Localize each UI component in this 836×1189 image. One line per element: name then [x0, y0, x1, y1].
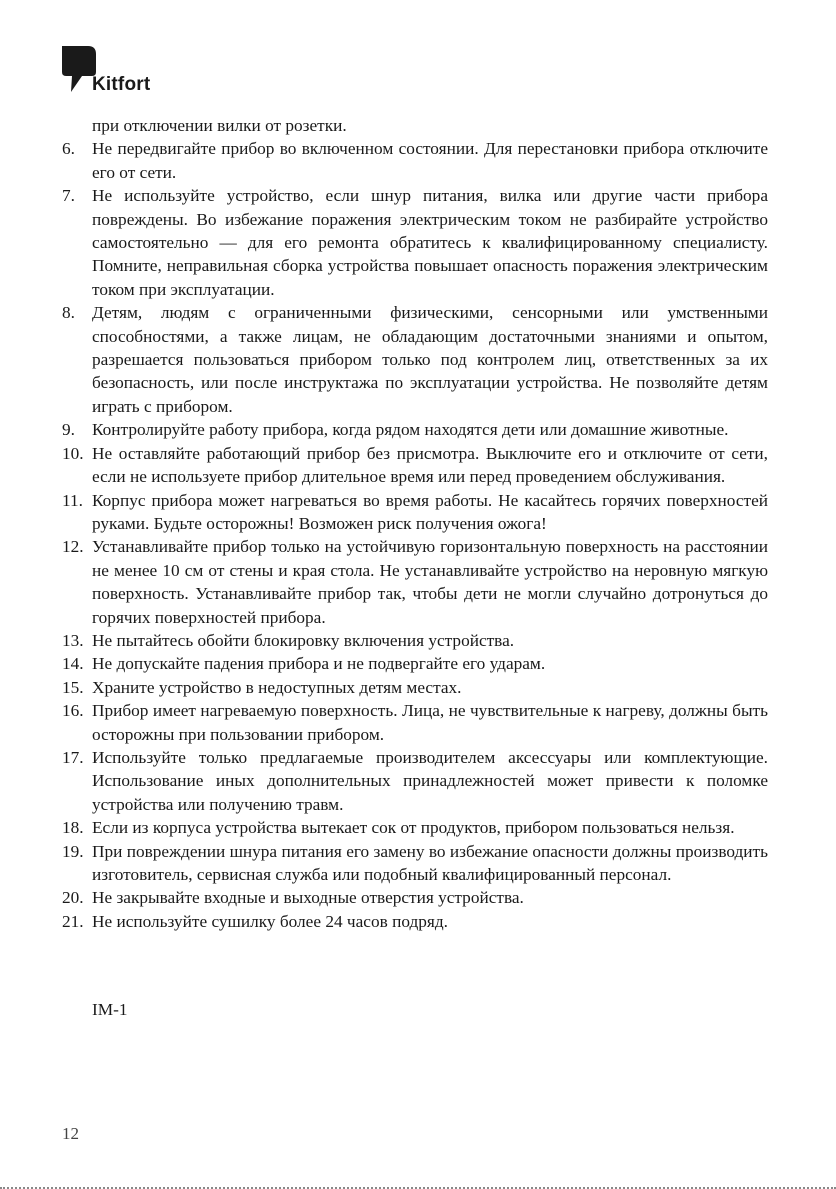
im-code: IM-1 [92, 1000, 128, 1019]
brand-name: Kitfort [92, 74, 151, 95]
item-number: 18. [62, 818, 84, 838]
item-number: 20. [62, 888, 84, 908]
list-item [62, 886, 768, 909]
list-item [62, 840, 768, 887]
item-number: 7. [62, 186, 75, 206]
item-number: 11. [62, 490, 83, 510]
item-text: Прибор имеет нагреваемую поверхность. Лица, не чувствительные к нагреву, должны быть осторожны при пользовании прибором. [92, 701, 768, 744]
list-item [62, 816, 768, 839]
item-text: Не передвигайте прибор во включенном состоянии. Для перестановки прибора отключите его от сети. [92, 139, 768, 182]
item-number: 12. [62, 537, 84, 557]
list-item [62, 137, 768, 184]
item-text: Не пытайтесь обойти блокировку включения устройства. [92, 630, 515, 650]
item-number: 16. [62, 701, 84, 721]
safety-list [62, 137, 768, 933]
list-item [62, 301, 768, 418]
item-text: Не используйте устройство, если шнур питания, вилка или другие части прибора повреждены. Во избежание поражения электрическим током не разбирайте устройство самостоятельно — для его ремонта обратитесь к квалифицированному специалисту. Помните, неправильная сборка устройства повышает опасность поражения электрическим током при эксплуатации. [92, 186, 768, 299]
list-item [62, 418, 768, 441]
page-number: 12 [62, 1124, 79, 1143]
item-text: Устанавливайте прибор только на устойчивую горизонтальную поверхность на расстоянии не менее 10 см от стены и края стола. Не устанавливайте устройство на неровную мягкую поверхность. Устанавливайте прибор так, чтобы дети не могли случайно дотронуться до горячих поверхностей прибора. [92, 537, 768, 627]
item-text: Используйте только предлагаемые производителем аксессуары или комплектующие. Использование иных дополнительных принадлежностей может привести к поломке устройства или получению травм. [92, 747, 768, 814]
list-item [62, 535, 768, 629]
item-number: 10. [62, 443, 84, 463]
item-text: Не оставляйте работающий прибор без присмотра. Выключите его и отключите от сети, если не используете прибор длительное время или перед проведением обслуживания. [92, 443, 768, 487]
item-number: 9. [62, 420, 75, 440]
brand-logo [62, 46, 172, 102]
item-number: 19. [62, 841, 84, 861]
list-item [62, 699, 768, 746]
list-item [62, 746, 768, 816]
item-text: При повреждении шнура питания его замену во избежание опасности должны производить изготовитель, сервисная служба или подобный квалифицированный персонал. [92, 841, 768, 884]
item-number: 17. [62, 747, 84, 767]
list-item [62, 676, 768, 699]
item-number: 14. [62, 654, 84, 674]
item-text: Не используйте сушилку более 24 часов подряд. [92, 911, 448, 931]
item-text: Храните устройство в недоступных детям местах. [92, 677, 462, 697]
item-number: 15. [62, 677, 84, 697]
item-text: Если из корпуса устройства вытекает сок от продуктов, прибором пользоваться нельзя. [92, 818, 735, 838]
list-item [62, 442, 768, 489]
instructions-text [62, 114, 768, 933]
item-number: 6. [62, 139, 75, 159]
item-text: Корпус прибора может нагреваться во время работы. Не касайтесь горячих поверхностей руками. Будьте осторожны! Возможен риск получения ожога! [92, 490, 768, 533]
item-text: Не допускайте падения прибора и не подвергайте его ударам. [92, 654, 546, 674]
item-number: 21. [62, 911, 84, 931]
item-text: Не закрывайте входные и выходные отверстия устройства. [92, 888, 524, 908]
list-item [62, 910, 768, 933]
list-item [62, 489, 768, 536]
continuation-text: при отключении вилки от розетки. [92, 116, 347, 135]
item-text: Детям, людям с ограниченными физическими, сенсорными или умственными способностями, а также лицам, не обладающим достаточными знаниями и опытом, разрешается пользоваться прибором только под контролем лиц, ответственных за их безопасность, или после инструктажа по эксплуатации устройства. Не позволяйте детям играть с прибором. [92, 303, 768, 416]
item-number: 13. [62, 630, 84, 650]
item-text: Контролируйте работу прибора, когда рядом находятся дети или домашние животные. [92, 420, 729, 440]
list-item [62, 184, 768, 301]
logo-mark-icon [62, 46, 96, 92]
item-number: 8. [62, 303, 75, 323]
list-item [62, 629, 768, 652]
list-item [62, 652, 768, 675]
